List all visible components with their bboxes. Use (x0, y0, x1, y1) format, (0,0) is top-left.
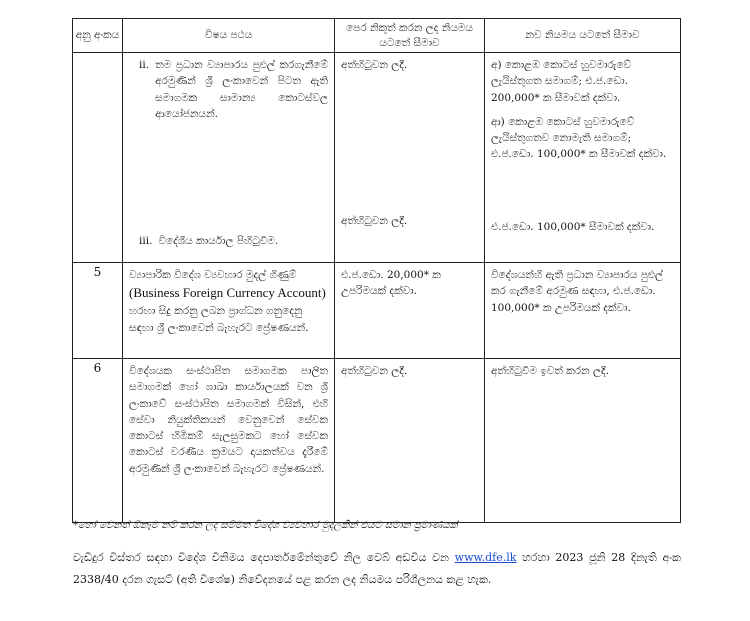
previous-limit-cell (335, 53, 485, 263)
new-limit-ii-a: අ) කොළඹ කොටස් හුවමාරුවේ ලැයිස්තුගත සමාගම්; එ.ජ.ඩො. 200,000* ක සීමාවක් දක්වා. (491, 59, 632, 104)
new-limit-cell (485, 53, 681, 263)
previous-limit-cell (335, 263, 485, 359)
footnote: *හෝ වෙනත් ඕනෑම නම් කරන ලද සම්මත විදේශ ව්‍යවහාර මුදලකින් එයට සමාන ප්‍රමාණයක් (73, 520, 458, 531)
dfe-website-link[interactable]: www.dfe.lk (454, 551, 517, 564)
item-number: ii. (139, 59, 150, 71)
previous-limit-ii: අත්හිටුවන ලදී. (341, 59, 408, 71)
item-number: iii. (139, 235, 153, 247)
new-limit: විදේශයන්හි ඇති ප්‍රධාන ව්‍යාපාරය පුළුල් කර ගැනීමේ අරමුණ සඳහා, එ.ජ.ඩො. 100,000* ක උපරිමයක් දක්වා. (491, 269, 663, 314)
serial-number: 6 (73, 359, 123, 523)
previous-limit: එ.ජ.ඩො. 20,000* ක උපරිමයක් දක්වා. (341, 269, 441, 298)
scope-text: ව්‍යාපාරික විදේශ ව්‍යවහාර මුදල් ගිණුම් (129, 269, 297, 281)
table-row (73, 263, 681, 359)
previous-limit-cell (335, 359, 485, 523)
scope-item-iii (139, 233, 328, 249)
serial-cell (73, 53, 123, 263)
new-limit: අත්හිටුවීම ඉවත් කරන ලදී. (491, 365, 609, 377)
new-limit-cell (485, 263, 681, 359)
table-header-row (73, 19, 681, 53)
header-scope: විෂය පථය (123, 19, 335, 53)
footer-text: හරහා 2023 ජූනි 28 දිනැති අංක 2338/40 දරන ගැසට් (අති විශේෂ) නිවේදනයේ පළ කරන ලද නියමය පරිශීලනය කළ හැක. (73, 551, 681, 586)
footer-paragraph (73, 547, 681, 591)
table-row (73, 53, 681, 263)
new-limit-cell (485, 359, 681, 523)
scope-text: විදේශයක සංස්ථාපිත සමාගමක පාලිත සමාගමක් හෝ ශාඛා කාර්යාලයක් වන ශ්‍රී ලංකාවේ සංස්ථාපිත සමාගමක් විසින්, එහි සේවා නියුක්තිකයන් වෙනුවෙන් සේවක කොටස් හිමිකම් සැලසුමකට හෝ සේවක කොටස් වරණීය ක්‍රමයට දායකත්වය දැරීමේ අරමුණින් ශ්‍රී ලංකාවෙන් බැහැරට ප්‍රේෂණයන්. (129, 365, 328, 475)
scope-item-ii (129, 57, 328, 122)
previous-limit-iii: අත්හිටුවන ලදී. (341, 215, 408, 227)
scope-cell (123, 263, 335, 359)
footer-text: වැඩිදුර විස්තර සඳහා විදේශ විනිමය දෙපාර්තමේන්තුවේ නිල වෙබ් අඩවිය වන (73, 551, 455, 564)
scope-cell (123, 53, 335, 263)
scope-text-english: (Business Foreign Currency Account) (129, 285, 326, 301)
scope-text: හරහා සිදු කරනු ලබන ප්‍රාග්ධන ගනුදෙනු සඳහා ශ්‍රී ලංකාවෙන් බැහැරට ප්‍රේෂණයන්. (129, 305, 309, 334)
new-limit-iii: එ.ජ.ඩො. 100,000* සීමාවක් දක්වා. (491, 221, 655, 233)
serial-number: 5 (73, 263, 123, 359)
item-text: තම ප්‍රධාන ව්‍යාපාරය පුළුල් කරගැනීමේ අරමුණින් ශ්‍රී ලංකාවෙන් පිටත ඇති සමාගමක සාමාන්‍ය කොටස්වල ආයෝජනයන්. (155, 59, 328, 120)
scope-cell (123, 359, 335, 523)
header-previous-limit: පෙර නිකුත් කරන ලද නියමය යටතේ සීමාව (335, 19, 485, 53)
table-row (73, 359, 681, 523)
header-serial-no: අනු අංකය (73, 19, 123, 53)
item-text: විදේශීය කාර්යාල පිහිටුවීම. (158, 235, 279, 247)
previous-limit: අත්හිටුවන ලදී. (341, 365, 408, 377)
regulation-table (72, 18, 681, 523)
new-limit-ii-b: ආ) කොළඹ කොටස් හුවමාරුවේ ලැයිස්තුගතව නොමැති සමාගම්; එ.ජ.ඩො. 100,000* ක සීමාවක් දක්වා. (491, 115, 667, 161)
header-new-limit: නව නියමය යටතේ සීමාව (485, 19, 681, 53)
